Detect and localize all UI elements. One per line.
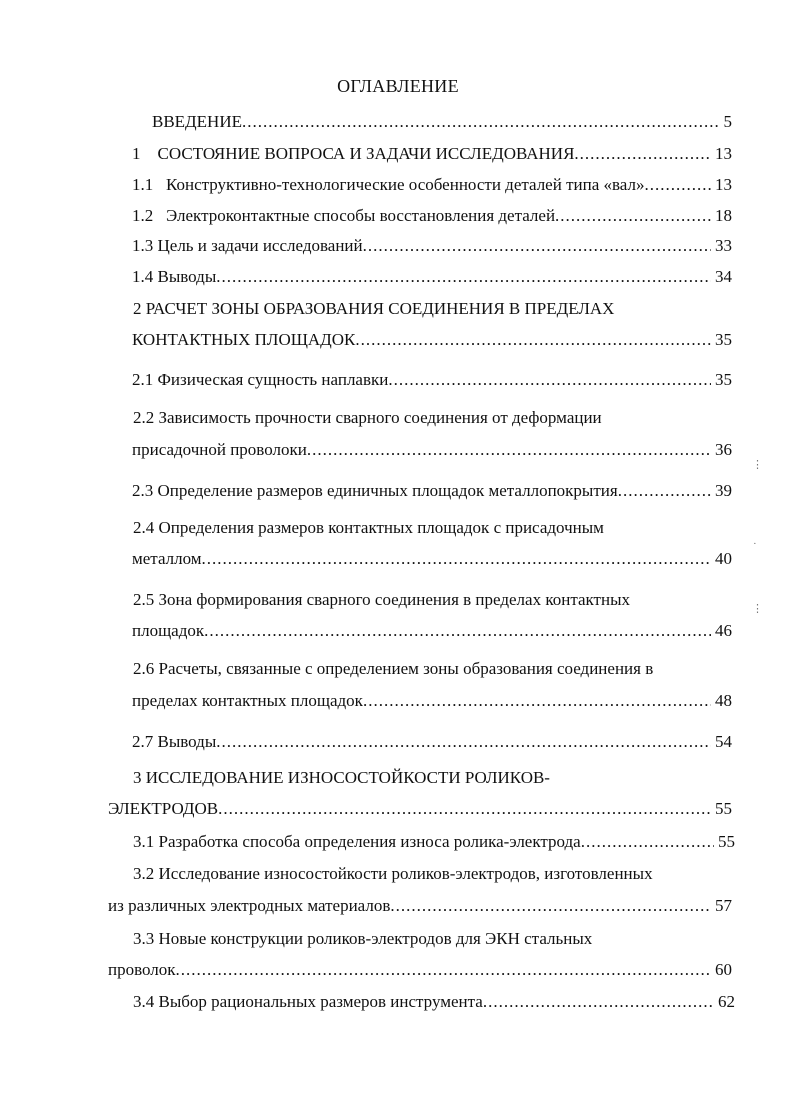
leader-dots — [242, 110, 720, 134]
toc-entry-page: 62 — [718, 992, 735, 1011]
toc-entry-title-line1: 2.5 Зона формирования сварного соединения в пределах контактных — [133, 590, 630, 609]
toc-entry-title: металлом — [132, 549, 202, 568]
toc-entry-title: пределах контактных площадок — [132, 691, 363, 710]
leader-dots — [555, 204, 711, 228]
toc-entry[interactable] — [132, 619, 732, 643]
toc-entry[interactable] — [132, 730, 732, 754]
leader-dots — [390, 894, 711, 918]
leader-dots — [363, 689, 711, 713]
leader-dots — [216, 730, 711, 754]
toc-entry[interactable] — [132, 328, 732, 352]
toc-entry[interactable] — [132, 689, 732, 713]
toc-entry[interactable] — [132, 204, 732, 228]
toc-entry[interactable] — [132, 368, 732, 392]
toc-entry-title: 1.1 Конструктивно-технологические особенности деталей типа «вал» — [132, 175, 645, 194]
leader-dots — [618, 479, 711, 503]
leader-dots — [216, 265, 711, 289]
scan-speck: ⋮ — [752, 603, 763, 615]
leader-dots — [644, 173, 711, 197]
toc-entry-title: присадочной проволоки — [132, 440, 307, 459]
toc-entry-title: КОНТАКТНЫХ ПЛОЩАДОК — [132, 330, 356, 349]
toc-entry[interactable] — [108, 958, 732, 982]
toc-entry-page: 57 — [715, 896, 732, 915]
toc-entry-page: 55 — [718, 832, 735, 851]
toc-entry-page: 54 — [715, 732, 732, 751]
toc-entry-title-line1: 2.6 Расчеты, связанные с определением зоны образования соединения в — [133, 659, 654, 678]
toc-entry-page: 60 — [715, 960, 732, 979]
toc-entry-title-line1: 2.4 Определения размеров контактных площадок с присадочным — [133, 518, 604, 537]
toc-entry[interactable] — [108, 894, 732, 918]
toc-entry-title: проволок — [108, 960, 176, 979]
leader-dots — [363, 234, 711, 258]
toc-entry-title: 1.4 Выводы — [132, 267, 217, 286]
scan-speck: ⋮ — [752, 459, 763, 471]
toc-entry-title: 3.1 Разработка способа определения износа ролика-электрода — [133, 832, 581, 851]
toc-entry-title: 1.3 Цель и задачи исследований — [132, 236, 363, 255]
toc-entry-title: 1 СОСТОЯНИЕ ВОПРОСА И ЗАДАЧИ ИССЛЕДОВАНИЯ — [132, 144, 575, 163]
toc-entry-title: ЭЛЕКТРОДОВ — [108, 799, 219, 818]
toc-entry[interactable] — [132, 438, 732, 462]
toc-entry-title: площадок — [132, 621, 205, 640]
toc-entry-page: 5 — [723, 112, 732, 131]
leader-dots — [581, 830, 714, 854]
leader-dots — [307, 438, 711, 462]
toc-entry[interactable] — [132, 265, 732, 289]
toc-entry-page: 33 — [715, 236, 732, 255]
toc-entry-title: 3.4 Выбор рациональных размеров инструмента — [133, 992, 483, 1011]
toc-entry[interactable] — [132, 479, 732, 503]
toc-entry[interactable] — [132, 547, 732, 571]
toc-entry-title-line1: 3.3 Новые конструкции роликов-электродов для ЭКН стальных — [133, 929, 593, 948]
scan-speck: · — [753, 538, 757, 550]
toc-entry[interactable] — [133, 990, 735, 1014]
leader-dots — [574, 142, 711, 166]
leader-dots — [176, 958, 711, 982]
toc-entry-page: 34 — [715, 267, 732, 286]
leader-dots — [355, 328, 711, 352]
toc-entry-title: 2.7 Выводы — [132, 732, 217, 751]
toc-entry-title-line1: 2.2 Зависимость прочности сварного соединения от деформации — [133, 408, 602, 427]
toc-entry-page: 35 — [715, 370, 732, 389]
toc-entry-page: 13 — [715, 175, 732, 194]
toc-entry-title: 2.3 Определение размеров единичных площадок металлопокрытия — [132, 481, 618, 500]
toc-entry-page: 40 — [715, 549, 732, 568]
leader-dots — [483, 990, 714, 1014]
toc-entry[interactable] — [108, 797, 732, 821]
leader-dots — [202, 547, 711, 571]
toc-entry-title-line1: 3 ИССЛЕДОВАНИЕ ИЗНОСОСТОЙКОСТИ РОЛИКОВ- — [133, 768, 550, 787]
toc-entry-page: 55 — [715, 799, 732, 818]
leader-dots — [388, 368, 711, 392]
toc-entry[interactable] — [133, 830, 735, 854]
toc-entry-page: 35 — [715, 330, 732, 349]
toc-entry-page: 46 — [715, 621, 732, 640]
toc-entry-page: 18 — [715, 206, 732, 225]
toc-entry-title-line1: 2 РАСЧЕТ ЗОНЫ ОБРАЗОВАНИЯ СОЕДИНЕНИЯ В ПРЕДЕЛАХ — [133, 299, 615, 318]
toc-entry-title: ВВЕДЕНИЕ — [152, 112, 242, 131]
toc-entry[interactable] — [152, 110, 732, 134]
toc-entry-page: 13 — [715, 144, 732, 163]
toc-entry[interactable] — [132, 234, 732, 258]
toc-entry[interactable] — [132, 142, 732, 166]
toc-entry[interactable] — [132, 173, 732, 197]
toc-entry-page: 36 — [715, 440, 732, 459]
toc-entry-title: 1.2 Электроконтактные способы восстановления деталей — [132, 206, 556, 225]
toc-entry-title-line1: 3.2 Исследование износостойкости роликов-электродов, изготовленных — [133, 864, 653, 883]
toc-entry-page: 48 — [715, 691, 732, 710]
leader-dots — [218, 797, 711, 821]
toc-entry-title: 2.1 Физическая сущность наплавки — [132, 370, 389, 389]
leader-dots — [204, 619, 711, 643]
toc-entry-page: 39 — [715, 481, 732, 500]
toc-entry-title: из различных электродных материалов — [108, 896, 391, 915]
page-title: ОГЛАВЛЕНИЕ — [337, 76, 459, 96]
